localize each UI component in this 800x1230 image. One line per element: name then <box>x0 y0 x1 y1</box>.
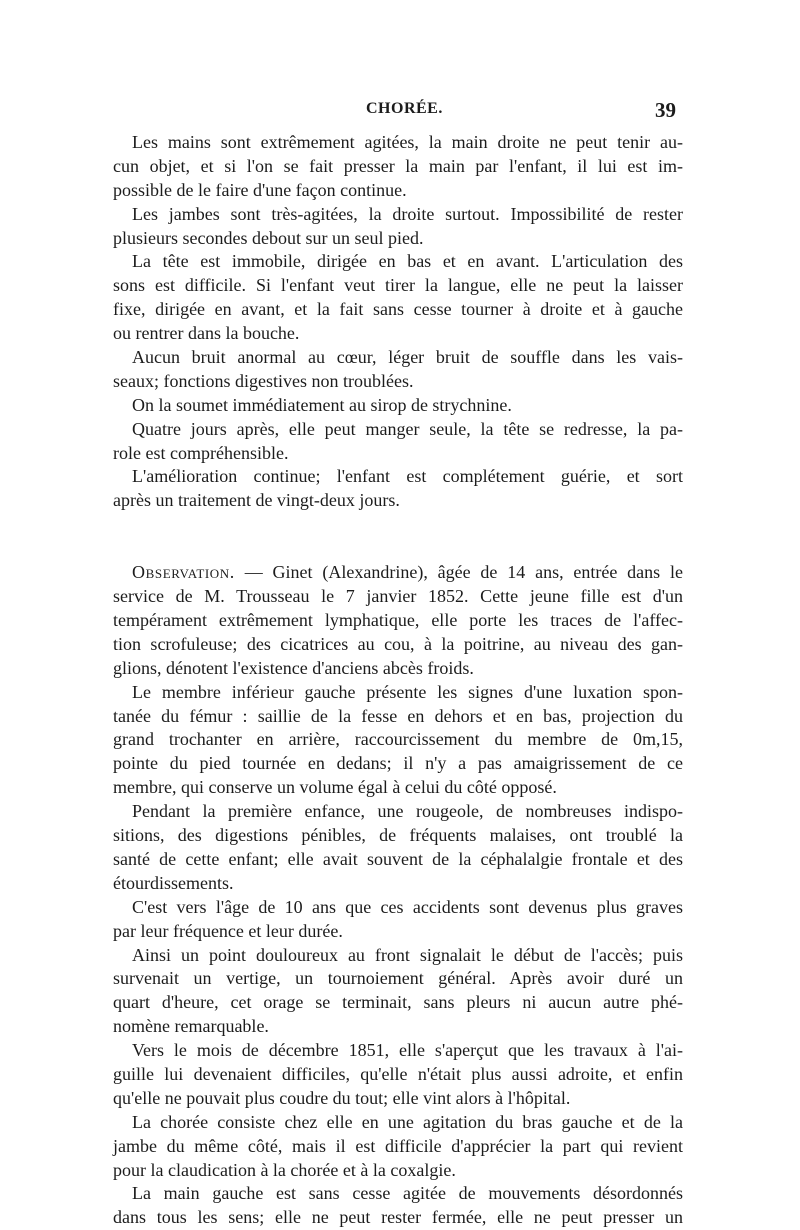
text-line: service de M. Trousseau le 7 janvier 1852. Cette jeune fille est d'un <box>113 586 683 607</box>
paragraph <box>113 394 683 418</box>
text-line: dans tous les sens; elle ne peut rester fermée, elle ne peut presser un <box>113 1207 683 1228</box>
text-line: par leur fréquence et leur durée. <box>113 920 343 941</box>
paragraph <box>113 131 683 203</box>
paragraph <box>113 1182 683 1230</box>
text-line: La chorée consiste chez elle en une agitation du bras gauche et de la <box>132 1111 683 1132</box>
text-line: tempérament extrêmement lymphatique, elle porte les traces de l'affec- <box>113 610 683 631</box>
text-line: tion scrofuleuse; des cicatrices au cou, à la poitrine, au niveau des gan- <box>113 633 683 654</box>
text-line: plusieurs secondes debout sur un seul pied. <box>113 227 424 248</box>
text-line: qu'elle ne pouvait plus coudre du tout; elle vint alors à l'hôpital. <box>113 1087 571 1108</box>
running-title: CHORÉE. <box>366 100 443 117</box>
text-line: tanée du fémur : saillie de la fesse en dehors et en bas, projection du <box>113 705 683 726</box>
text-line: La main gauche est sans cesse agitée de mouvements désordonnés <box>132 1183 683 1204</box>
paragraph <box>113 800 683 896</box>
text-line: survenait un vertige, un tournoiement général. Après avoir duré un <box>113 968 683 989</box>
text-line: jambe du même côté, mais il est difficile d'apprécier la part qui revient <box>113 1135 683 1156</box>
text-line: role est compréhensible. <box>113 442 289 463</box>
text-line: possible de le faire d'une façon continue. <box>113 179 407 200</box>
paragraph <box>113 896 683 944</box>
text-line: pour la claudication à la chorée et à la coxalgie. <box>113 1159 456 1180</box>
text-line: seaux; fonctions digestives non troublées. <box>113 370 414 391</box>
running-head <box>0 98 800 124</box>
text-line: sons est difficile. Si l'enfant veut tirer la langue, elle ne peut la laisser <box>113 275 683 296</box>
observation-section <box>113 561 683 1230</box>
text-line: cun objet, et si l'on se fait presser la main par l'enfant, il lui est im- <box>113 155 683 176</box>
text-line: Les jambes sont très-agitées, la droite surtout. Impossibilité de rester <box>132 203 683 224</box>
text-line: fixe, dirigée en avant, et la fait sans cesse tourner à droite et à gauche <box>113 299 683 320</box>
text-line <box>113 561 683 585</box>
paragraph <box>113 203 683 251</box>
paragraph <box>113 418 683 466</box>
text-line: Les mains sont extrêmement agitées, la main droite ne peut tenir au- <box>132 132 683 152</box>
paragraph <box>113 681 683 800</box>
page-body <box>113 131 683 1230</box>
text-line: pointe du pied tournée en dedans; il n'y a pas amaigrissement de ce <box>113 753 683 774</box>
text-line: On la soumet immédiatement au sirop de strychnine. <box>132 394 512 415</box>
text-line: guille lui devenaient difficiles, qu'elle n'était plus aussi adroite, et enfin <box>113 1063 683 1084</box>
text-line: quart d'heure, cet orage se terminait, sans pleurs ni aucun autre phé- <box>113 992 683 1013</box>
text-line: glions, dénotent l'existence d'anciens abcès froids. <box>113 657 474 678</box>
text-line: Ainsi un point douloureux au front signalait le début de l'accès; puis <box>132 944 683 965</box>
paragraph <box>113 944 683 1040</box>
paragraph <box>113 346 683 394</box>
text-line: Aucun bruit anormal au cœur, léger bruit de souffle dans les vais- <box>132 347 683 368</box>
paragraph <box>113 465 683 513</box>
case-continuation <box>113 131 683 513</box>
paragraph <box>113 250 683 346</box>
text-line: sitions, des digestions pénibles, de fréquents malaises, ont troublé la <box>113 825 683 846</box>
paragraph <box>113 1111 683 1183</box>
text-line: ou rentrer dans la bouche. <box>113 323 300 344</box>
observation-intro: — Ginet (Alexandrine), âgée de 14 ans, entrée dans le <box>244 562 683 583</box>
text-line: C'est vers l'âge de 10 ans que ces accidents sont devenus plus graves <box>132 896 683 917</box>
page-number: 39 <box>655 98 676 122</box>
text-line: étourdissements. <box>113 872 234 893</box>
text-line: Vers le mois de décembre 1851, elle s'aperçut que les travaux à l'ai- <box>132 1040 683 1061</box>
text-line: L'amélioration continue; l'enfant est complétement guérie, et sort <box>132 466 683 487</box>
text-line: grand trochanter en arrière, raccourcissement du membre de 0m,15, <box>113 729 683 750</box>
text-line: membre, qui conserve un volume égal à celui du côté opposé. <box>113 777 557 798</box>
paragraph <box>113 1039 683 1111</box>
text-line: Quatre jours après, elle peut manger seule, la tête se redresse, la pa- <box>132 418 683 439</box>
text-line: Le membre inférieur gauche présente les signes d'une luxation spon- <box>132 681 683 702</box>
paragraph <box>113 561 683 680</box>
text-line: après un traitement de vingt-deux jours. <box>113 490 400 511</box>
text-line: nomène remarquable. <box>113 1016 269 1037</box>
text-line: Pendant la première enfance, une rougeole, de nombreuses indispo- <box>132 801 683 822</box>
observation-label: Observation. <box>132 562 235 583</box>
text-line: santé de cette enfant; elle avait souvent de la céphalalgie frontale et des <box>113 848 683 869</box>
text-line: La tête est immobile, dirigée en bas et en avant. L'articulation des <box>132 251 683 272</box>
section-gap <box>113 513 683 561</box>
